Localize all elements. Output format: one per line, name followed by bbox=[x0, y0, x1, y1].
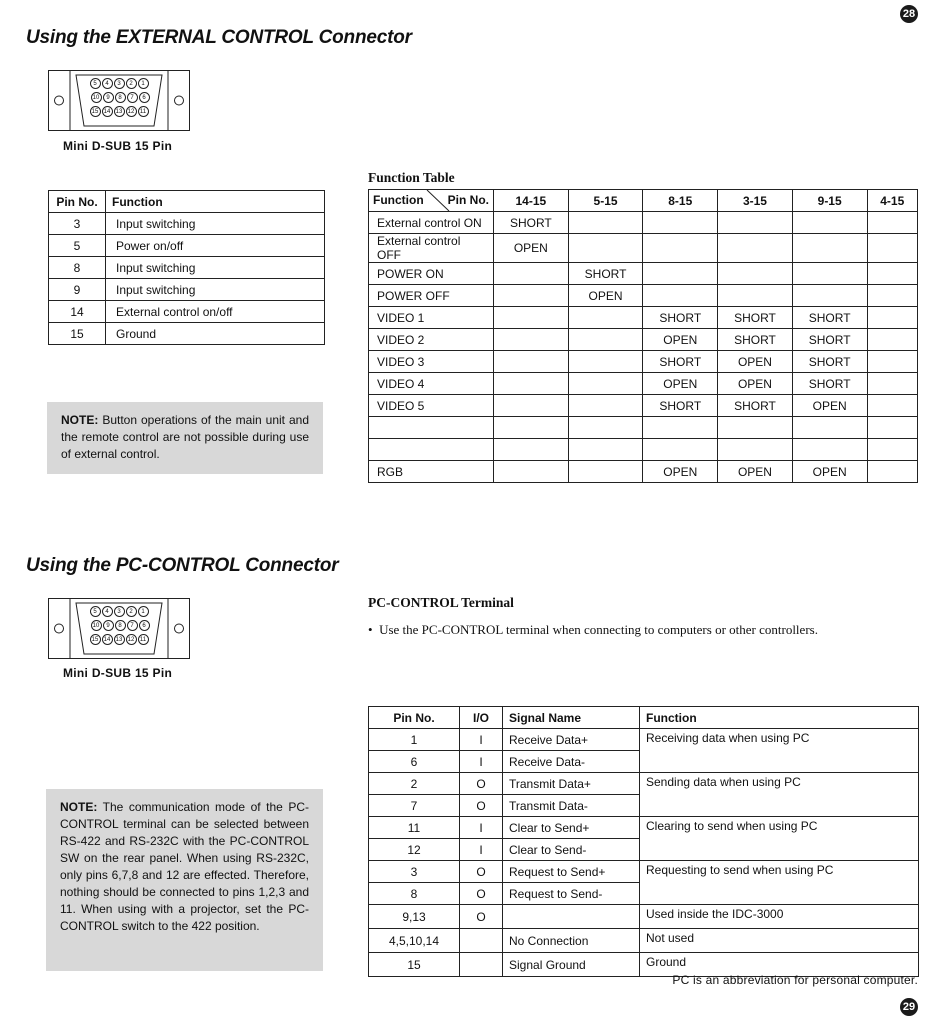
pin-number-cell: 8 bbox=[49, 257, 106, 279]
pin-number-cell: 15 bbox=[49, 323, 106, 345]
function-table-pin-header: 9-15 bbox=[792, 190, 867, 212]
function-state-cell bbox=[643, 285, 718, 307]
signal-name-cell: Transmit Data- bbox=[503, 795, 640, 817]
function-state-cell bbox=[494, 373, 569, 395]
connector-pin: 14 bbox=[102, 634, 113, 645]
connector-pin: 10 bbox=[91, 620, 102, 631]
function-table-row bbox=[369, 307, 918, 329]
signal-function-cell: Ground bbox=[640, 953, 919, 977]
signal-pin-cell: 8 bbox=[369, 883, 460, 905]
connector-pin: 9 bbox=[103, 92, 114, 103]
function-state-cell bbox=[568, 395, 643, 417]
function-state-cell bbox=[494, 285, 569, 307]
connector-pin-row bbox=[48, 106, 190, 117]
connector-pin-row bbox=[50, 620, 190, 631]
signal-pin-cell: 6 bbox=[369, 751, 460, 773]
function-state-cell: OPEN bbox=[643, 461, 718, 483]
connector-pin: 15 bbox=[90, 634, 101, 645]
pin-table-row bbox=[49, 235, 325, 257]
signal-name-cell: No Connection bbox=[503, 929, 640, 953]
function-state-cell bbox=[568, 234, 643, 263]
external-connector-diagram bbox=[48, 70, 190, 137]
function-table-corner-header bbox=[369, 190, 494, 212]
signal-name-cell: Receive Data+ bbox=[503, 729, 640, 751]
connector-pins bbox=[48, 606, 190, 648]
connector-pin: 14 bbox=[102, 106, 113, 117]
signal-header-pin: Pin No. bbox=[369, 707, 460, 729]
function-table-row bbox=[369, 373, 918, 395]
function-state-cell bbox=[867, 373, 917, 395]
pin-number-cell: 3 bbox=[49, 213, 106, 235]
function-state-cell bbox=[867, 212, 917, 234]
function-state-cell: SHORT bbox=[792, 307, 867, 329]
function-state-cell bbox=[867, 395, 917, 417]
connector-pin: 13 bbox=[114, 106, 125, 117]
signal-pin-cell: 4,5,10,14 bbox=[369, 929, 460, 953]
function-state-cell: SHORT bbox=[718, 307, 793, 329]
function-state-cell: SHORT bbox=[792, 329, 867, 351]
signal-io-cell: O bbox=[460, 883, 503, 905]
signal-pin-cell: 9,13 bbox=[369, 905, 460, 929]
function-name-cell: VIDEO 5 bbox=[369, 395, 494, 417]
external-pin-table bbox=[48, 190, 325, 345]
function-state-cell: OPEN bbox=[494, 234, 569, 263]
note-text: The communication mode of the PC-CONTROL terminal can be selected between RS-422 and RS-232C with the PC-CONTROL SW on the rear panel. When using RS-232C, only pins 6,7,8 and 12 are effected. Therefore, nothing should be connected to pins 1,2,3 and 11. When using with a projector, set the PC-CONTROL switch to the 422 position. bbox=[60, 800, 309, 933]
note-label: NOTE: bbox=[60, 800, 98, 814]
signal-table-row bbox=[369, 729, 919, 751]
function-state-cell bbox=[568, 329, 643, 351]
function-state-cell: SHORT bbox=[568, 263, 643, 285]
function-state-cell bbox=[867, 234, 917, 263]
connector-pin: 4 bbox=[102, 78, 113, 89]
connector-pin: 5 bbox=[90, 78, 101, 89]
pc-section-title: Using the PC-CONTROL Connector bbox=[26, 555, 339, 576]
function-state-cell bbox=[568, 461, 643, 483]
function-state-cell: OPEN bbox=[792, 461, 867, 483]
function-table-row bbox=[369, 417, 918, 439]
function-state-cell bbox=[718, 417, 793, 439]
pin-table-row bbox=[49, 213, 325, 235]
connector-pin: 2 bbox=[126, 606, 137, 617]
signal-pin-cell: 2 bbox=[369, 773, 460, 795]
pin-function-cell: Power on/off bbox=[106, 235, 325, 257]
function-state-cell: OPEN bbox=[643, 373, 718, 395]
function-state-cell: SHORT bbox=[792, 351, 867, 373]
function-state-cell bbox=[494, 263, 569, 285]
pc-bullet bbox=[368, 622, 818, 638]
connector-pin: 8 bbox=[115, 92, 126, 103]
pc-connector-diagram bbox=[48, 598, 190, 665]
function-table-title: Function Table bbox=[368, 170, 455, 185]
function-state-cell: SHORT bbox=[792, 373, 867, 395]
pc-bullet-text: Use the PC-CONTROL terminal when connecting to computers or other controllers. bbox=[379, 622, 818, 637]
connector-pin: 8 bbox=[115, 620, 126, 631]
corner-function-label: Function bbox=[373, 193, 424, 207]
signal-name-cell: Clear to Send+ bbox=[503, 817, 640, 839]
function-state-cell: SHORT bbox=[643, 351, 718, 373]
signal-header-name: Signal Name bbox=[503, 707, 640, 729]
function-state-cell: OPEN bbox=[718, 351, 793, 373]
function-table-row bbox=[369, 439, 918, 461]
bullet-icon: • bbox=[368, 622, 380, 637]
function-table-row bbox=[369, 285, 918, 307]
function-state-cell bbox=[643, 417, 718, 439]
function-state-cell bbox=[867, 439, 917, 461]
corner-pin-label: Pin No. bbox=[447, 193, 489, 207]
function-table-row bbox=[369, 212, 918, 234]
connector-pin: 2 bbox=[126, 78, 137, 89]
signal-pin-cell: 11 bbox=[369, 817, 460, 839]
signal-io-cell: O bbox=[460, 773, 503, 795]
function-state-cell bbox=[568, 417, 643, 439]
function-state-cell bbox=[792, 212, 867, 234]
function-state-cell bbox=[494, 461, 569, 483]
signal-io-cell: O bbox=[460, 861, 503, 883]
function-table-pin-header: 14-15 bbox=[494, 190, 569, 212]
function-state-cell: OPEN bbox=[643, 329, 718, 351]
connector-pin: 1 bbox=[138, 606, 149, 617]
function-state-cell: OPEN bbox=[718, 461, 793, 483]
pin-function-cell: Ground bbox=[106, 323, 325, 345]
signal-table-row bbox=[369, 773, 919, 795]
pin-table-row bbox=[49, 279, 325, 301]
pin-number-cell: 9 bbox=[49, 279, 106, 301]
connector-pin-row bbox=[48, 78, 190, 89]
note-text: Button operations of the main unit and the remote control are not possible during use of external control. bbox=[61, 413, 309, 461]
function-state-cell: OPEN bbox=[718, 373, 793, 395]
pin-function-cell: External control on/off bbox=[106, 301, 325, 323]
function-state-cell: SHORT bbox=[718, 395, 793, 417]
connector-pin: 6 bbox=[139, 620, 150, 631]
page-number-bottom: 29 bbox=[900, 998, 918, 1016]
signal-io-cell: I bbox=[460, 839, 503, 861]
signal-header-io: I/O bbox=[460, 707, 503, 729]
function-state-cell bbox=[867, 461, 917, 483]
signal-name-cell bbox=[503, 905, 640, 929]
function-state-cell bbox=[643, 234, 718, 263]
connector-pin: 6 bbox=[139, 92, 150, 103]
function-state-cell bbox=[568, 373, 643, 395]
connector-pin: 9 bbox=[103, 620, 114, 631]
function-name-cell: VIDEO 2 bbox=[369, 329, 494, 351]
signal-function-cell: Used inside the IDC-3000 bbox=[640, 905, 919, 929]
function-state-cell: SHORT bbox=[643, 395, 718, 417]
connector-pin: 1 bbox=[138, 78, 149, 89]
connector-pin-row bbox=[48, 606, 190, 617]
function-state-cell bbox=[568, 307, 643, 329]
signal-io-cell: O bbox=[460, 905, 503, 929]
signal-table-row bbox=[369, 861, 919, 883]
function-state-cell bbox=[792, 439, 867, 461]
function-name-cell: VIDEO 3 bbox=[369, 351, 494, 373]
connector-pin-row bbox=[48, 634, 190, 645]
function-state-cell bbox=[792, 234, 867, 263]
function-state-cell bbox=[867, 417, 917, 439]
external-connector-caption: Mini D-SUB 15 Pin bbox=[63, 139, 173, 153]
function-state-cell bbox=[568, 351, 643, 373]
function-name-cell: VIDEO 1 bbox=[369, 307, 494, 329]
signal-name-cell: Signal Ground bbox=[503, 953, 640, 977]
function-state-cell: OPEN bbox=[792, 395, 867, 417]
function-state-cell bbox=[867, 329, 917, 351]
function-table bbox=[368, 189, 918, 483]
function-table-row bbox=[369, 329, 918, 351]
function-table-pin-header: 8-15 bbox=[643, 190, 718, 212]
signal-function-cell: Clearing to send when using PC bbox=[640, 817, 919, 861]
pin-table-header-pin: Pin No. bbox=[49, 191, 106, 213]
function-name-cell bbox=[369, 439, 494, 461]
function-state-cell bbox=[718, 439, 793, 461]
function-state-cell bbox=[494, 307, 569, 329]
signal-name-cell: Transmit Data+ bbox=[503, 773, 640, 795]
function-name-cell: VIDEO 4 bbox=[369, 373, 494, 395]
function-table-pin-header: 4-15 bbox=[867, 190, 917, 212]
function-table-pin-header: 5-15 bbox=[568, 190, 643, 212]
function-name-cell: POWER ON bbox=[369, 263, 494, 285]
function-state-cell bbox=[643, 212, 718, 234]
signal-header-function: Function bbox=[640, 707, 919, 729]
function-state-cell bbox=[494, 417, 569, 439]
connector-pin: 15 bbox=[90, 106, 101, 117]
connector-pin: 10 bbox=[91, 92, 102, 103]
function-state-cell bbox=[718, 234, 793, 263]
signal-pin-cell: 3 bbox=[369, 861, 460, 883]
signal-io-cell: I bbox=[460, 817, 503, 839]
connector-pin: 12 bbox=[126, 106, 137, 117]
function-table-row bbox=[369, 351, 918, 373]
function-name-cell: RGB bbox=[369, 461, 494, 483]
function-state-cell bbox=[792, 263, 867, 285]
function-state-cell bbox=[867, 285, 917, 307]
function-state-cell bbox=[643, 263, 718, 285]
connector-pin: 5 bbox=[90, 606, 101, 617]
note-label: NOTE: bbox=[61, 413, 99, 427]
connector-pin-row bbox=[50, 92, 190, 103]
pin-table-row bbox=[49, 257, 325, 279]
signal-pin-cell: 12 bbox=[369, 839, 460, 861]
function-state-cell bbox=[867, 307, 917, 329]
function-table-row bbox=[369, 395, 918, 417]
signal-io-cell bbox=[460, 953, 503, 977]
signal-name-cell: Request to Send- bbox=[503, 883, 640, 905]
pin-table-header-function: Function bbox=[106, 191, 325, 213]
signal-function-cell: Receiving data when using PC bbox=[640, 729, 919, 773]
function-state-cell bbox=[792, 417, 867, 439]
pin-table-row bbox=[49, 301, 325, 323]
function-state-cell bbox=[494, 439, 569, 461]
signal-pin-cell: 15 bbox=[369, 953, 460, 977]
connector-pin: 11 bbox=[138, 106, 149, 117]
function-state-cell: SHORT bbox=[643, 307, 718, 329]
connector-pin: 4 bbox=[102, 606, 113, 617]
pin-function-cell: Input switching bbox=[106, 213, 325, 235]
pin-number-cell: 14 bbox=[49, 301, 106, 323]
function-state-cell bbox=[568, 439, 643, 461]
function-state-cell bbox=[568, 212, 643, 234]
function-state-cell: OPEN bbox=[568, 285, 643, 307]
page-number-top: 28 bbox=[900, 5, 918, 23]
pc-footnote: PC is an abbreviation for personal computer. bbox=[672, 973, 918, 987]
function-name-cell bbox=[369, 417, 494, 439]
signal-function-cell: Sending data when using PC bbox=[640, 773, 919, 817]
pin-number-cell: 5 bbox=[49, 235, 106, 257]
function-state-cell: SHORT bbox=[494, 212, 569, 234]
signal-function-cell: Not used bbox=[640, 929, 919, 953]
signal-name-cell: Request to Send+ bbox=[503, 861, 640, 883]
external-section-title: Using the EXTERNAL CONTROL Connector bbox=[26, 27, 412, 48]
pc-note-box bbox=[46, 789, 323, 971]
function-table-row bbox=[369, 234, 918, 263]
connector-pin: 7 bbox=[127, 92, 138, 103]
signal-table-row bbox=[369, 905, 919, 929]
pin-function-cell: Input switching bbox=[106, 279, 325, 301]
signal-name-cell: Receive Data- bbox=[503, 751, 640, 773]
function-state-cell bbox=[867, 351, 917, 373]
connector-pins bbox=[48, 78, 190, 120]
signal-io-cell bbox=[460, 929, 503, 953]
function-state-cell bbox=[718, 263, 793, 285]
external-note-box bbox=[47, 402, 323, 474]
signal-name-cell: Clear to Send- bbox=[503, 839, 640, 861]
connector-pin: 13 bbox=[114, 634, 125, 645]
pin-table-row bbox=[49, 323, 325, 345]
connector-pin: 12 bbox=[126, 634, 137, 645]
signal-pin-cell: 1 bbox=[369, 729, 460, 751]
signal-io-cell: I bbox=[460, 751, 503, 773]
connector-pin: 11 bbox=[138, 634, 149, 645]
function-table-pin-header: 3-15 bbox=[718, 190, 793, 212]
function-name-cell: POWER OFF bbox=[369, 285, 494, 307]
connector-pin: 7 bbox=[127, 620, 138, 631]
function-name-cell: External control OFF bbox=[369, 234, 494, 263]
function-state-cell bbox=[494, 395, 569, 417]
signal-table-row bbox=[369, 817, 919, 839]
pc-terminal-title: PC-CONTROL Terminal bbox=[368, 595, 514, 610]
signal-function-cell: Requesting to send when using PC bbox=[640, 861, 919, 905]
pc-signal-table bbox=[368, 706, 919, 977]
function-state-cell bbox=[494, 351, 569, 373]
function-state-cell: SHORT bbox=[718, 329, 793, 351]
pc-connector-caption: Mini D-SUB 15 Pin bbox=[63, 666, 173, 680]
function-name-cell: External control ON bbox=[369, 212, 494, 234]
function-state-cell bbox=[718, 285, 793, 307]
function-state-cell bbox=[643, 439, 718, 461]
function-table-row bbox=[369, 263, 918, 285]
pin-function-cell: Input switching bbox=[106, 257, 325, 279]
function-state-cell bbox=[792, 285, 867, 307]
signal-table-row bbox=[369, 929, 919, 953]
signal-io-cell: O bbox=[460, 795, 503, 817]
signal-pin-cell: 7 bbox=[369, 795, 460, 817]
function-state-cell bbox=[867, 263, 917, 285]
function-state-cell bbox=[494, 329, 569, 351]
function-state-cell bbox=[718, 212, 793, 234]
signal-io-cell: I bbox=[460, 729, 503, 751]
connector-pin: 3 bbox=[114, 606, 125, 617]
connector-pin: 3 bbox=[114, 78, 125, 89]
function-table-row bbox=[369, 461, 918, 483]
